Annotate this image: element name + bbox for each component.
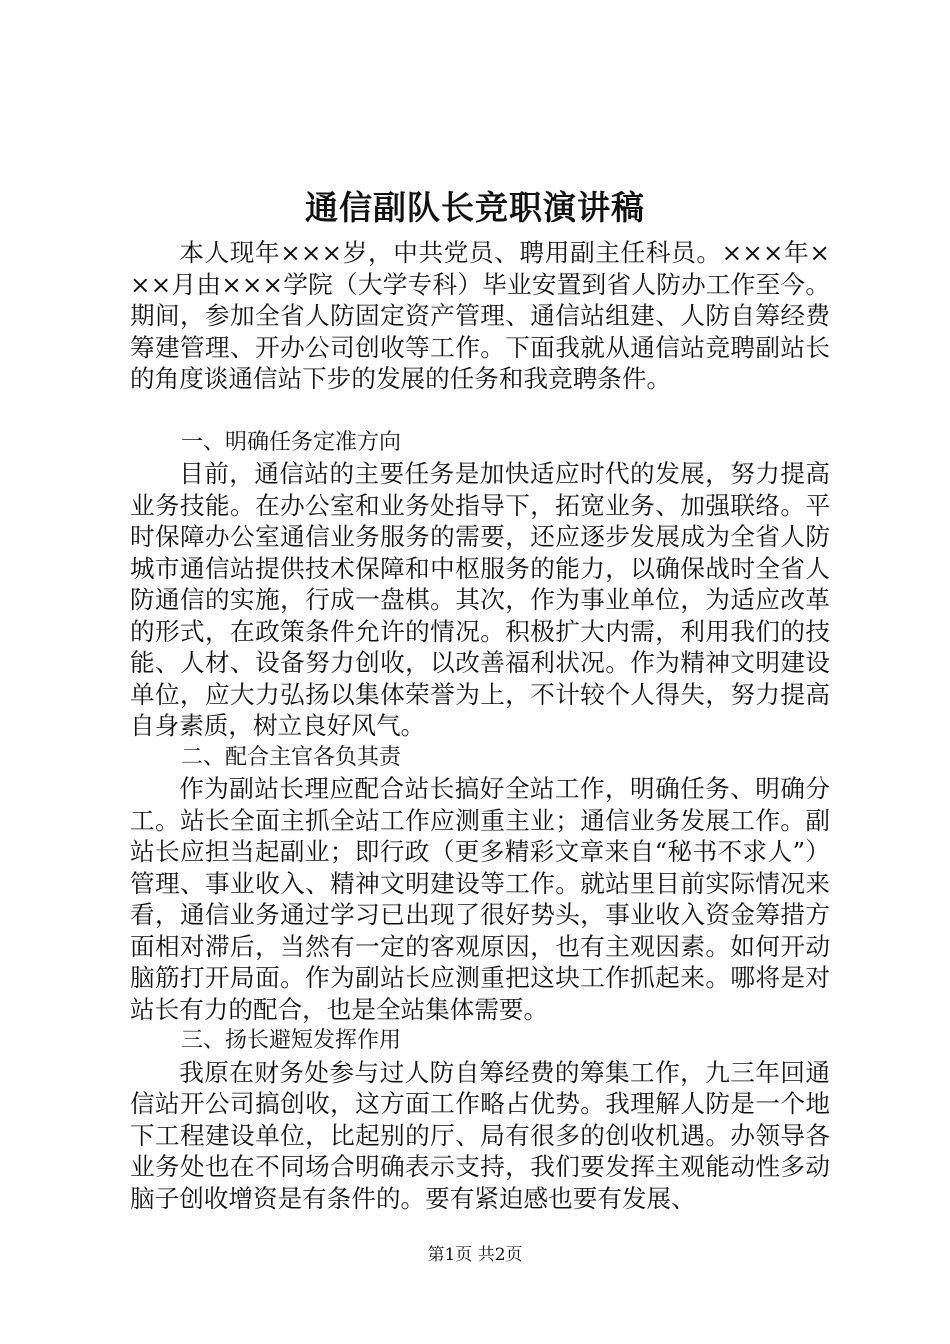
section-body-2: 作为副站长理应配合站长搞好全站工作，明确任务、明确分工。站长全面主抓全站工作应测重主业；通信业务发展工作。副站长应担当起副业；即行政（更多精彩文章来自“秘书不求人”）管理、事业收入、精神文明建设等工作。就站里目前实际情况来看，通信业务通过学习已出现了很好势头，事业收入资金筹措方面相对滞后，当然有一定的客观原因，也有主观因素。如何开动脑筋打开局面。作为副站长应测重把这块工作抓起来。哪将是对站长有力的配合，也是全站集体需要。 bbox=[130, 774, 830, 1024]
paragraph-spacer bbox=[130, 395, 830, 427]
section-heading-3: 三、扬长避短发挥作用 bbox=[181, 1028, 402, 1053]
section-heading-2: 二、配合主官各负其责 bbox=[181, 744, 402, 770]
document-body bbox=[130, 237, 830, 1214]
section-body-1: 目前，通信站的主要任务是加快适应时代的发展，努力提高业务技能。在办公室和业务处指导下，拓宽业务、加强联络。平时保障办公室通信业务服务的需要，还应逐步发展成为全省人防城市通信站提供技术保障和中枢服务的能力，以确保战时全省人防通信的实施，行成一盘棋。其次，作为事业单位，为适应改革的形式，在政策条件允许的情况。积极扩大内需，利用我们的技能、人材、设备努力创收，以改善福利状况。作为精神文明建设单位，应大力弘扬以集体荣誉为上，不计较个人得失，努力提高自身素质，树立良好风气。 bbox=[130, 459, 830, 740]
page-footer: 第1页 共2页 bbox=[427, 1245, 523, 1265]
section-heading-1: 一、明确任务定准方向 bbox=[181, 429, 402, 455]
document-title: 通信副队长竞职演讲稿 bbox=[305, 188, 645, 227]
intro-paragraph: 本人现年×××岁，中共党员、聘用副主任科员。×××年×××月由×××学院（大学专科）毕业安置到省人防办工作至今。期间，参加全省人防固定资产管理、通信站组建、人防自筹经费筹建管理、开办公司创收等工作。下面我就从通信站竞聘副站长的角度谈通信站下步的发展的任务和我竞聘条件。 bbox=[130, 238, 830, 393]
section-body-3: 我原在财务处参与过人防自筹经费的筹集工作，九三年回通信站开公司搞创收，这方面工作略占优势。我理解人防是一个地下工程建设单位，比起别的厅、局有很多的创收机遇。办领导各业务处也在不同场合明确表示支持，我们要发挥主观能动性多动脑子创收增资是有条件的。要有紧迫感也要有发展、 bbox=[130, 1057, 830, 1213]
